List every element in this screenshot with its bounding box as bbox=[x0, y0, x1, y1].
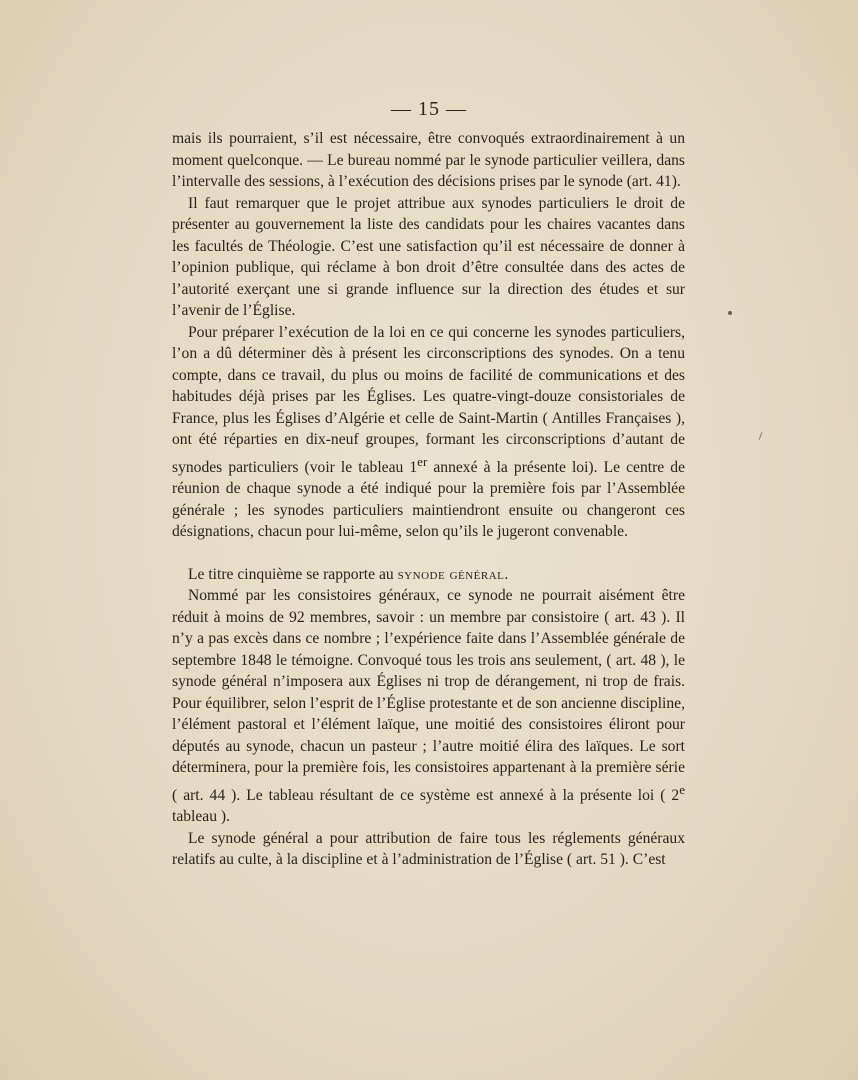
superscript: er bbox=[417, 453, 428, 469]
paragraph-text: Le titre cinquième se rapporte au bbox=[188, 565, 398, 583]
paragraph-text: tableau ). bbox=[172, 808, 231, 826]
paragraph-text: Nommé par les consistoires généraux, ce synode ne pourrait aisément être réduit à moins de 92 membres, savoir : un membre par consistoire ( art. 43 ). Il n’y a pas excès dans ce nombre ; l’expérience faite dans l’Assemblée générale de septembre 1848 le témoigne. Convoqué tous les trois ans seulement, ( art. 48 ), le synode général n’imposera aux Églises ni trop de dérangement, ni trop de frais. Pour équilibrer, selon l’esprit de l’Église protestante et de son ancienne discipline, l’élément pastoral et l’élément laïque, une moitié des consistoires éliront pour députés au synode, chacun un pasteur ; l’autre moitié élira des laïques. Le sort déterminera, pour la première fois, les consistoires appartenant à la première série ( art. 44 ). Le tableau résultant de ce système est annexé à la présente loi ( 2 bbox=[172, 587, 685, 804]
paragraph bbox=[172, 585, 685, 828]
page-number: — 15 — bbox=[391, 98, 467, 120]
body-text bbox=[172, 128, 685, 871]
paper-mark bbox=[759, 432, 763, 440]
superscript: e bbox=[679, 781, 685, 797]
paragraph-continuation: mais ils pourraient, s’il est nécessaire, être convoqués extraordinairement à un moment quelconque. — Le bureau nommé par le synode particulier veillera, dans l’intervalle des sessions, à l’exécution des décisions prises par le synode (art. 41). bbox=[172, 130, 685, 190]
section-term: synode général bbox=[397, 565, 505, 583]
paragraph bbox=[172, 322, 685, 543]
paragraph: Il faut remarquer que le projet attribue aux synodes particuliers le droit de présenter au gouvernement la liste des candidats pour les chaires vacantes dans les facultés de Théologie. C’est une satisfaction qu’il est nécessaire de donner à l’opinion publique, qui réclame à bon droit d’être consultée dans des actes de l’autorité exerçant une si grande influence sur la direction des études et sur l’avenir de l’Église. bbox=[172, 194, 685, 319]
paragraph: Le synode général a pour attribution de faire tous les réglements généraux relatifs au culte, à la discipline et à l’administration de l’Église ( art. 51 ). C’est bbox=[172, 829, 685, 869]
ink-speck bbox=[728, 311, 732, 315]
section-intro bbox=[172, 564, 685, 586]
paragraph-text: annexé à la présente loi). Le centre de réunion de chaque synode a été indiqué pour la première fois par l’Assemblée générale ; les synodes particuliers maintiendront ensuite ou changeront ces désignations, chacun pour lui-même, selon qu’ils le jugeront convenable. bbox=[172, 458, 685, 541]
paragraph-text: Pour préparer l’exécution de la loi en ce qui concerne les synodes particuliers, l’on a dû déterminer dès à présent les circonscriptions des synodes. On a tenu compte, dans ce travail, du plus ou moins de facilité de communications et des habitudes déjà prises par les Églises. Les quatre-vingt-douze consistoriales de France, plus les Églises d’Algérie et celle de Saint-Martin ( Antilles Françaises ), ont été réparties en dix-neuf groupes, formant les circonscriptions d’autant de synodes particuliers (voir le tableau 1 bbox=[172, 323, 685, 476]
paragraph-text: . bbox=[504, 565, 509, 583]
